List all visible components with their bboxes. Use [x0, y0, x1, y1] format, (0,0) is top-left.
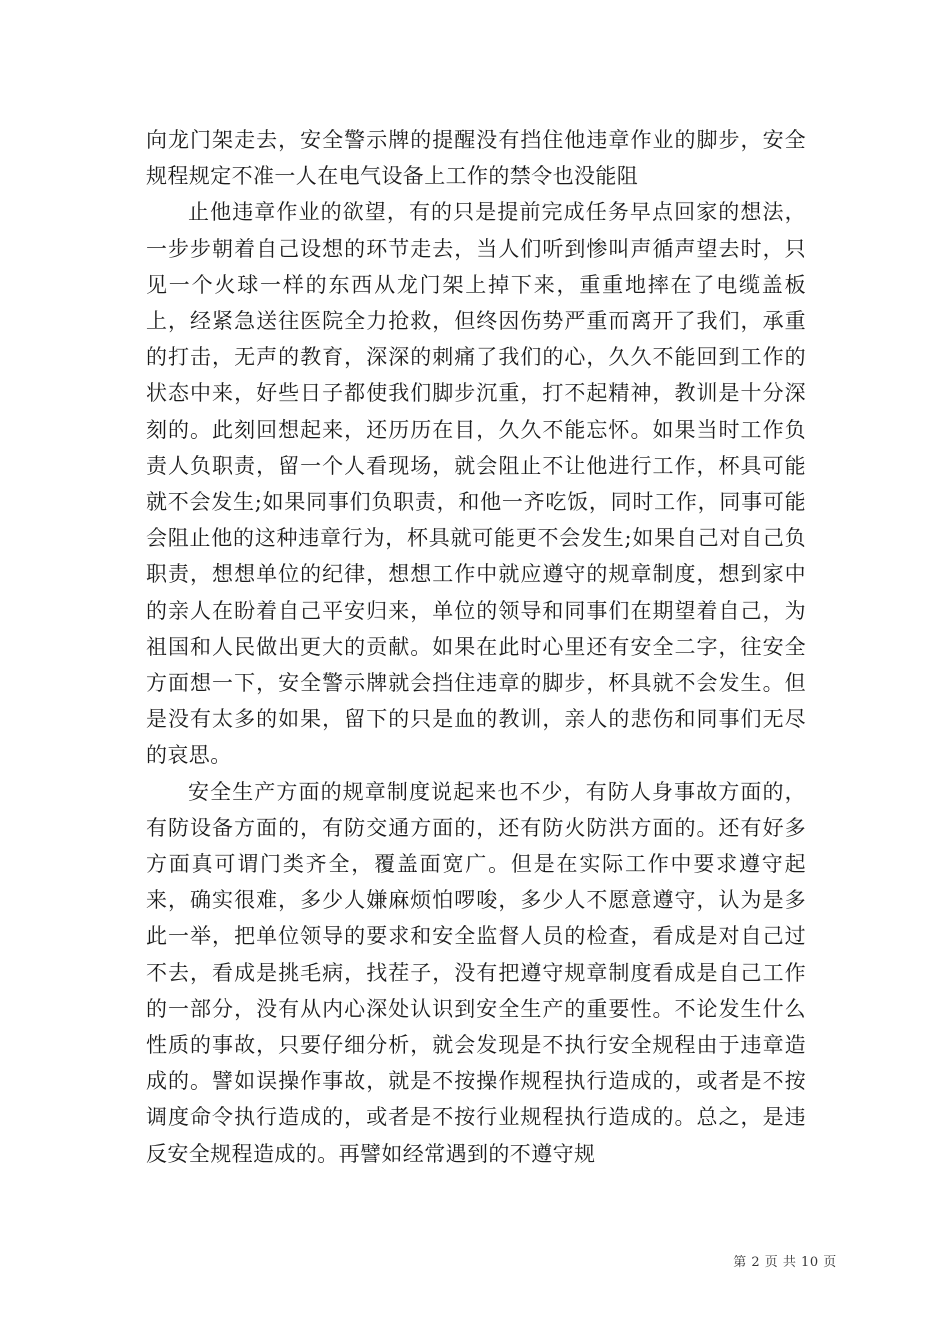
page-number: 第 2 页 共 10 页	[733, 1255, 837, 1270]
paragraph-1: 向龙门架走去，安全警示牌的提醒没有挡住他违章作业的脚步，安全规程规定不准一人在电气设备上工作的禁令也没能阻	[146, 128, 806, 189]
paragraph-2: 止他违章作业的欲望，有的只是提前完成任务早点回家的想法，一步步朝着自己设想的环节走去，当人们听到惨叫声循声望去时，只见一个火球一样的东西从龙门架上掉下来，重重地摔在了电缆盖板上，经紧急送往医院全力抢救，但终因伤势严重而离开了我们，承重的打击，无声的教育，深深的刺痛了我们的心，久久不能回到工作的状态中来，好些日子都使我们脚步沉重，打不起精神，教训是十分深刻的。此刻回想起来，还历历在目，久久不能忘怀。如果当时工作负责人负职责，留一个人看现场，就会阻止不让他进行工作，杯具可能就不会发生;如果同事们负职责，和他一齐吃饭，同时工作，同事可能会阻止他的这种违章行为，杯具就可能更不会发生;如果自己对自己负职责，想想单位的纪律，想想工作中就应遵守的规章制度，想到家中的亲人在盼着自己平安归来，单位的领导和同事们在期望着自己，为祖国和人民做出更大的贡献。如果在此时心里还有安全二字，往安全方面想一下，安全警示牌就会挡住违章的脚步，杯具就不会发生。但是没有太多的如果，留下的只是血的教训，亲人的悲伤和同事们无尽的哀思。	[146, 200, 806, 768]
paragraph-3: 安全生产方面的规章制度说起来也不少，有防人身事故方面的，有防设备方面的，有防交通方面的，还有防火防洪方面的。还有好多方面真可谓门类齐全，覆盖面宽广。但是在实际工作中要求遵守起来，确实很难，多少人嫌麻烦怕啰唆，多少人不愿意遵守，认为是多此一举，把单位领导的要求和安全监督人员的检查，看成是对自己过不去，看成是挑毛病，找茬子，没有把遵守规章制度看成是自己工作的一部分，没有从内心深处认识到安全生产的重要性。不论发生什么性质的事故，只要仔细分析，就会发现是不执行安全规程由于违章造成的。譬如误操作事故，就是不按操作规程执行造成的，或者是不按调度命令执行造成的，或者是不按行业规程执行造成的。总之，是违反安全规程造成的。再譬如经常遇到的不遵守规	[146, 779, 806, 1166]
document-body	[146, 122, 806, 1172]
page-footer	[0, 1251, 950, 1270]
